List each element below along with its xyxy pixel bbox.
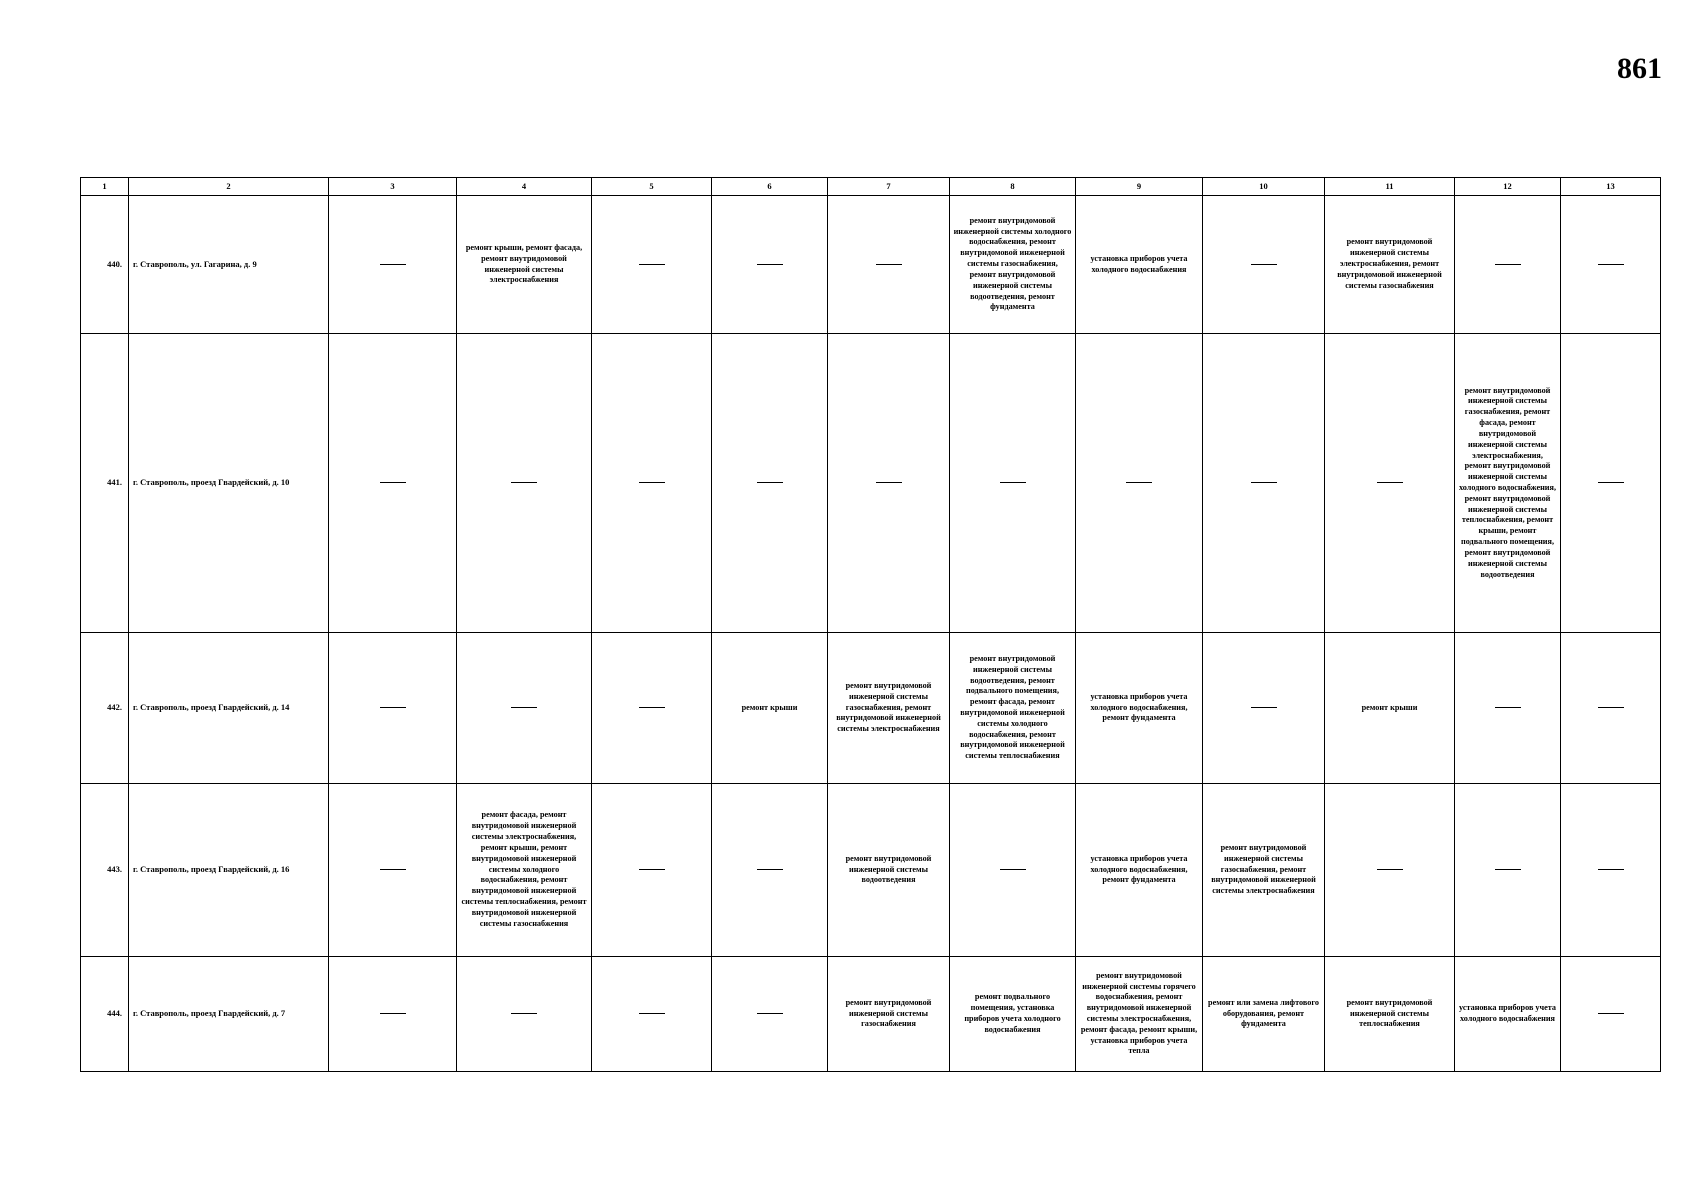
row-number: 444. (81, 957, 129, 1072)
table-row (81, 957, 1661, 1072)
row-number: 441. (81, 334, 129, 633)
empty-dash (1598, 1013, 1624, 1014)
empty-dash (1598, 482, 1624, 483)
table-cell: ремонт внутридомовой инженерной системы газоснабжения, ремонт внутридомовой инженерной системы электроснабжения (828, 633, 950, 784)
row-address: г. Ставрополь, проезд Гвардейский, д. 14 (129, 633, 329, 784)
table-cell (592, 784, 712, 957)
table-cell (950, 334, 1076, 633)
column-header: 5 (592, 178, 712, 196)
table-cell (592, 334, 712, 633)
table-cell (1561, 957, 1661, 1072)
table-cell (457, 633, 592, 784)
empty-dash (1495, 869, 1521, 870)
page-number: 861 (1617, 52, 1662, 85)
table-cell: ремонт внутридомовой инженерной системы горячего водоснабжения, ремонт внутридомовой инженерной системы электроснабжения, ремонт фасада, ремонт крыши, установка приборов учета тепла (1076, 957, 1203, 1072)
column-header: 13 (1561, 178, 1661, 196)
empty-dash (757, 869, 783, 870)
table-cell (828, 196, 950, 334)
table-cell (712, 784, 828, 957)
empty-dash (1495, 707, 1521, 708)
table-cell: ремонт внутридомовой инженерной системы теплоснабжения (1325, 957, 1455, 1072)
table-cell (1561, 784, 1661, 957)
empty-dash (1598, 264, 1624, 265)
table-cell (1561, 334, 1661, 633)
table-cell: установка приборов учета холодного водоснабжения, ремонт фундамента (1076, 633, 1203, 784)
empty-dash (1598, 869, 1624, 870)
empty-dash (1377, 869, 1403, 870)
column-header: 11 (1325, 178, 1455, 196)
table-cell: ремонт внутридомовой инженерной системы газоснабжения, ремонт внутридомовой инженерной системы электроснабжения (1203, 784, 1325, 957)
empty-dash (1598, 707, 1624, 708)
row-number: 440. (81, 196, 129, 334)
empty-dash (1377, 482, 1403, 483)
empty-dash (380, 707, 406, 708)
table-cell (1561, 196, 1661, 334)
column-header: 12 (1455, 178, 1561, 196)
column-header: 3 (329, 178, 457, 196)
table-cell (1203, 633, 1325, 784)
table-cell (329, 334, 457, 633)
row-number: 442. (81, 633, 129, 784)
empty-dash (511, 707, 537, 708)
table-cell (1455, 633, 1561, 784)
table-cell (457, 957, 592, 1072)
table-cell (329, 784, 457, 957)
table-cell (1076, 334, 1203, 633)
table-row (81, 334, 1661, 633)
table-row (81, 633, 1661, 784)
table-row (81, 196, 1661, 334)
table-cell (329, 196, 457, 334)
table-cell (329, 633, 457, 784)
empty-dash (757, 264, 783, 265)
table-cell: установка приборов учета холодного водоснабжения, ремонт фундамента (1076, 784, 1203, 957)
table-cell (592, 957, 712, 1072)
empty-dash (1251, 482, 1277, 483)
empty-dash (511, 1013, 537, 1014)
empty-dash (380, 1013, 406, 1014)
empty-dash (876, 482, 902, 483)
row-address: г. Ставрополь, проезд Гвардейский, д. 7 (129, 957, 329, 1072)
repair-schedule-table (80, 177, 1661, 1072)
table-cell: ремонт внутридомовой инженерной системы газоснабжения (828, 957, 950, 1072)
table-cell (1455, 784, 1561, 957)
table-cell (457, 334, 592, 633)
column-header: 2 (129, 178, 329, 196)
table-cell: ремонт или замена лифтового оборудования, ремонт фундамента (1203, 957, 1325, 1072)
table-cell: ремонт крыши (712, 633, 828, 784)
table-cell (1325, 784, 1455, 957)
column-number-header (81, 178, 1661, 196)
table-cell (592, 196, 712, 334)
empty-dash (757, 1013, 783, 1014)
column-header: 1 (81, 178, 129, 196)
table-cell: ремонт внутридомовой инженерной системы водоотведения, ремонт подвального помещения, ремонт фасада, ремонт внутридомовой инженерной системы холодного водоснабжения, ремонт внутридомовой инженерной системы теплоснабжения (950, 633, 1076, 784)
table-cell: ремонт крыши, ремонт фасада, ремонт внутридомовой инженерной системы электроснабжения (457, 196, 592, 334)
table-cell (828, 334, 950, 633)
empty-dash (380, 264, 406, 265)
table-cell (1561, 633, 1661, 784)
column-header: 6 (712, 178, 828, 196)
table-cell (329, 957, 457, 1072)
table-cell: ремонт крыши (1325, 633, 1455, 784)
table-cell (950, 784, 1076, 957)
empty-dash (1251, 707, 1277, 708)
table-cell: ремонт внутридомовой инженерной системы холодного водоснабжения, ремонт внутридомовой инженерной системы газоснабжения, ремонт внутридомовой инженерной системы водоотведения, ремонт фундамента (950, 196, 1076, 334)
empty-dash (757, 482, 783, 483)
table-cell: ремонт подвального помещения, установка приборов учета холодного водоснабжения (950, 957, 1076, 1072)
empty-dash (380, 482, 406, 483)
empty-dash (639, 1013, 665, 1014)
empty-dash (876, 264, 902, 265)
table-cell: ремонт внутридомовой инженерной системы электроснабжения, ремонт внутридомовой инженерной системы газоснабжения (1325, 196, 1455, 334)
column-header: 8 (950, 178, 1076, 196)
table-cell: ремонт внутридомовой инженерной системы газоснабжения, ремонт фасада, ремонт внутридомовой инженерной системы электроснабжения, ремонт внутридомовой инженерной системы холодного водоснабжения, ремонт внутридомовой инженерной системы теплоснабжения, ремонт крыши, ремонт подвального помещения, ремонт внутридомовой инженерной системы водоотведения (1455, 334, 1561, 633)
empty-dash (639, 869, 665, 870)
table-cell (1455, 196, 1561, 334)
empty-dash (380, 869, 406, 870)
table-cell (592, 633, 712, 784)
empty-dash (1495, 264, 1521, 265)
table-cell: ремонт фасада, ремонт внутридомовой инженерной системы электроснабжения, ремонт крыши, ремонт внутридомовой инженерной системы холодного водоснабжения, ремонт внутридомовой инженерной системы теплоснабжения, ремонт внутридомовой инженерной системы газоснабжения (457, 784, 592, 957)
row-address: г. Ставрополь, проезд Гвардейский, д. 10 (129, 334, 329, 633)
table-cell (712, 957, 828, 1072)
row-number: 443. (81, 784, 129, 957)
column-header: 7 (828, 178, 950, 196)
empty-dash (511, 482, 537, 483)
table-cell (1203, 196, 1325, 334)
column-header: 10 (1203, 178, 1325, 196)
column-header: 4 (457, 178, 592, 196)
table-cell (1325, 334, 1455, 633)
empty-dash (639, 264, 665, 265)
table-cell: ремонт внутридомовой инженерной системы водоотведения (828, 784, 950, 957)
table-cell: установка приборов учета холодного водоснабжения (1455, 957, 1561, 1072)
table-cell (712, 196, 828, 334)
table-cell (1203, 334, 1325, 633)
empty-dash (1000, 482, 1026, 483)
row-address: г. Ставрополь, ул. Гагарина, д. 9 (129, 196, 329, 334)
table-row (81, 784, 1661, 957)
empty-dash (1126, 482, 1152, 483)
empty-dash (639, 482, 665, 483)
table-cell (712, 334, 828, 633)
row-address: г. Ставрополь, проезд Гвардейский, д. 16 (129, 784, 329, 957)
empty-dash (639, 707, 665, 708)
table-cell: установка приборов учета холодного водоснабжения (1076, 196, 1203, 334)
empty-dash (1000, 869, 1026, 870)
empty-dash (1251, 264, 1277, 265)
column-header: 9 (1076, 178, 1203, 196)
